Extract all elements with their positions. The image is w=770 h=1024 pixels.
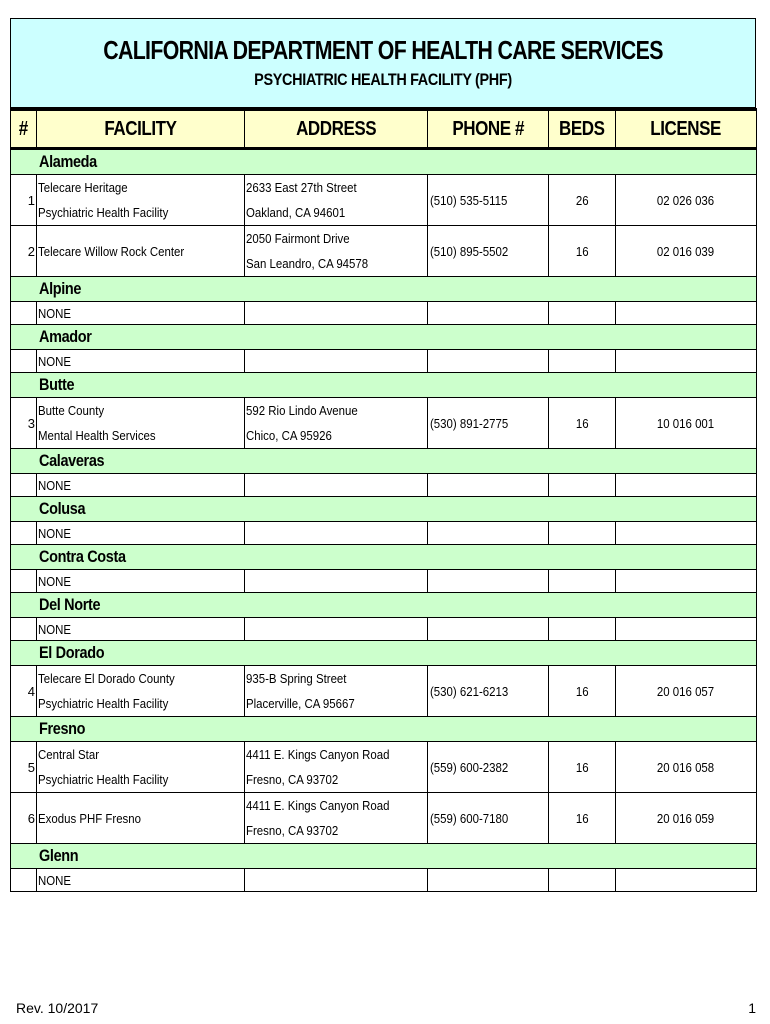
county-row-alameda: Alameda xyxy=(11,149,757,175)
column-header-number: # xyxy=(11,110,37,149)
county-row-amador: Amador xyxy=(11,325,757,350)
page-subtitle: PSYCHIATRIC HEALTH FACILITY (PHF) xyxy=(254,70,512,89)
facility-phone: (510) 895-5502 xyxy=(428,226,549,277)
facility-license: 20 016 058 xyxy=(616,742,757,793)
page-number: 1 xyxy=(748,1000,756,1016)
county-row-colusa: Colusa xyxy=(11,497,757,522)
facility-name: Butte County Mental Health Services xyxy=(37,398,245,449)
table-row xyxy=(11,742,757,793)
facility-name: Telecare Willow Rock Center xyxy=(37,226,245,277)
none-label: NONE xyxy=(37,570,245,593)
county-row-contra-costa: Contra Costa xyxy=(11,545,757,570)
column-header-address: ADDRESS xyxy=(245,110,428,149)
facility-address: 2050 Fairmont Drive San Leandro, CA 94578 xyxy=(245,226,428,277)
facility-beds: 26 xyxy=(549,175,616,226)
table-row xyxy=(11,350,757,373)
title-banner xyxy=(10,18,756,108)
table-row xyxy=(11,618,757,641)
facility-beds: 16 xyxy=(549,226,616,277)
none-label: NONE xyxy=(37,474,245,497)
facility-name: Central Star Psychiatric Health Facility xyxy=(37,742,245,793)
table-row xyxy=(11,522,757,545)
facility-beds: 16 xyxy=(549,793,616,844)
row-number: 1 xyxy=(11,175,37,226)
none-label: NONE xyxy=(37,522,245,545)
revision-date: Rev. 10/2017 xyxy=(16,1000,99,1016)
document-page xyxy=(10,18,756,892)
row-number: 5 xyxy=(11,742,37,793)
facility-phone: (559) 600-7180 xyxy=(428,793,549,844)
county-row-el-dorado: El Dorado xyxy=(11,641,757,666)
table-row xyxy=(11,226,757,277)
table-header-row xyxy=(11,110,757,149)
facility-beds: 16 xyxy=(549,666,616,717)
facility-address: 935-B Spring Street Placerville, CA 95667 xyxy=(245,666,428,717)
table-row xyxy=(11,793,757,844)
row-number: 2 xyxy=(11,226,37,277)
table-row xyxy=(11,175,757,226)
row-number: 4 xyxy=(11,666,37,717)
table-row xyxy=(11,302,757,325)
table-row xyxy=(11,869,757,892)
facility-name: Telecare El Dorado County Psychiatric Health Facility xyxy=(37,666,245,717)
page-title: CALIFORNIA DEPARTMENT OF HEALTH CARE SERVICES xyxy=(103,35,663,65)
facility-license: 10 016 001 xyxy=(616,398,757,449)
column-header-beds: BEDS xyxy=(549,110,616,149)
column-header-license: LICENSE xyxy=(616,110,757,149)
row-number: 6 xyxy=(11,793,37,844)
county-row-butte: Butte xyxy=(11,373,757,398)
county-row-del-norte: Del Norte xyxy=(11,593,757,618)
facility-address: 4411 E. Kings Canyon Road Fresno, CA 93702 xyxy=(245,742,428,793)
facility-license: 20 016 059 xyxy=(616,793,757,844)
none-label: NONE xyxy=(37,302,245,325)
none-label: NONE xyxy=(37,618,245,641)
facility-beds: 16 xyxy=(549,398,616,449)
table-row xyxy=(11,666,757,717)
facility-name: Telecare Heritage Psychiatric Health Facility xyxy=(37,175,245,226)
county-row-glenn: Glenn xyxy=(11,844,757,869)
table-row xyxy=(11,474,757,497)
none-label: NONE xyxy=(37,869,245,892)
column-header-facility: FACILITY xyxy=(37,110,245,149)
table-row xyxy=(11,570,757,593)
row-number: 3 xyxy=(11,398,37,449)
facility-table xyxy=(10,108,757,892)
facility-address: 592 Rio Lindo Avenue Chico, CA 95926 xyxy=(245,398,428,449)
facility-license: 20 016 057 xyxy=(616,666,757,717)
facility-phone: (530) 621-6213 xyxy=(428,666,549,717)
column-header-phone: PHONE # xyxy=(428,110,549,149)
none-label: NONE xyxy=(37,350,245,373)
facility-license: 02 016 039 xyxy=(616,226,757,277)
facility-address: 4411 E. Kings Canyon Road Fresno, CA 93702 xyxy=(245,793,428,844)
county-row-alpine: Alpine xyxy=(11,277,757,302)
facility-phone: (510) 535-5115 xyxy=(428,175,549,226)
county-row-calaveras: Calaveras xyxy=(11,449,757,474)
facility-license: 02 026 036 xyxy=(616,175,757,226)
facility-phone: (530) 891-2775 xyxy=(428,398,549,449)
facility-beds: 16 xyxy=(549,742,616,793)
facility-phone: (559) 600-2382 xyxy=(428,742,549,793)
facility-address: 2633 East 27th Street Oakland, CA 94601 xyxy=(245,175,428,226)
facility-name: Exodus PHF Fresno xyxy=(37,793,245,844)
county-row-fresno: Fresno xyxy=(11,717,757,742)
table-row xyxy=(11,398,757,449)
